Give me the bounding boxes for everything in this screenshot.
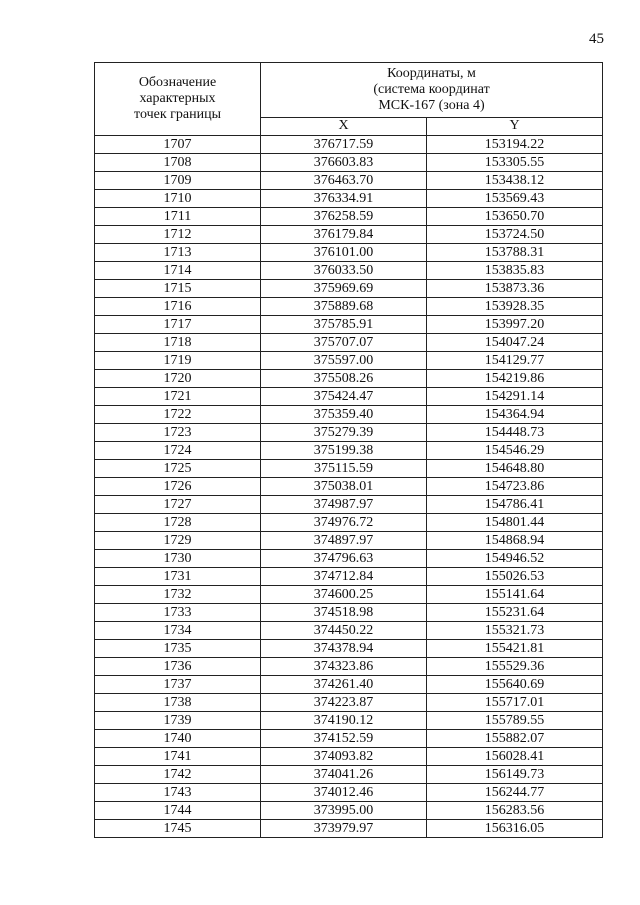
y-cell: 154364.94 bbox=[427, 406, 603, 424]
point-id-cell: 1733 bbox=[95, 604, 261, 622]
x-cell: 374712.84 bbox=[261, 568, 427, 586]
table-row bbox=[95, 190, 603, 208]
y-cell: 153997.20 bbox=[427, 316, 603, 334]
table-row bbox=[95, 820, 603, 838]
point-id-cell: 1709 bbox=[95, 172, 261, 190]
header-point-id bbox=[95, 63, 261, 136]
point-id-cell: 1737 bbox=[95, 676, 261, 694]
table-row bbox=[95, 514, 603, 532]
coordinates-table bbox=[94, 62, 603, 838]
table-row bbox=[95, 154, 603, 172]
y-cell: 153438.12 bbox=[427, 172, 603, 190]
point-id-cell: 1716 bbox=[95, 298, 261, 316]
table-row bbox=[95, 496, 603, 514]
x-cell: 376603.83 bbox=[261, 154, 427, 172]
point-id-cell: 1726 bbox=[95, 478, 261, 496]
table-row bbox=[95, 280, 603, 298]
point-id-cell: 1735 bbox=[95, 640, 261, 658]
header-coordinates-line: МСК-167 (зона 4) bbox=[378, 97, 485, 113]
point-id-cell: 1723 bbox=[95, 424, 261, 442]
header-point-id-line: точек границы bbox=[134, 107, 221, 122]
y-cell: 155231.64 bbox=[427, 604, 603, 622]
x-cell: 374600.25 bbox=[261, 586, 427, 604]
point-id-cell: 1731 bbox=[95, 568, 261, 586]
x-cell: 376258.59 bbox=[261, 208, 427, 226]
table-row bbox=[95, 478, 603, 496]
header-point-id-line: Обозначение bbox=[138, 75, 217, 90]
y-cell: 154291.14 bbox=[427, 388, 603, 406]
table-row bbox=[95, 784, 603, 802]
table-row bbox=[95, 298, 603, 316]
x-cell: 375199.38 bbox=[261, 442, 427, 460]
table-row bbox=[95, 658, 603, 676]
point-id-cell: 1717 bbox=[95, 316, 261, 334]
table-row bbox=[95, 604, 603, 622]
x-cell: 375424.47 bbox=[261, 388, 427, 406]
table-row bbox=[95, 532, 603, 550]
x-cell: 374796.63 bbox=[261, 550, 427, 568]
table-row bbox=[95, 172, 603, 190]
table-row bbox=[95, 406, 603, 424]
y-cell: 154047.24 bbox=[427, 334, 603, 352]
y-cell: 153724.50 bbox=[427, 226, 603, 244]
x-cell: 376334.91 bbox=[261, 190, 427, 208]
table-row bbox=[95, 334, 603, 352]
point-id-cell: 1739 bbox=[95, 712, 261, 730]
y-cell: 153788.31 bbox=[427, 244, 603, 262]
y-cell: 155789.55 bbox=[427, 712, 603, 730]
y-cell: 154648.80 bbox=[427, 460, 603, 478]
x-cell: 375969.69 bbox=[261, 280, 427, 298]
x-cell: 374897.97 bbox=[261, 532, 427, 550]
y-cell: 156149.73 bbox=[427, 766, 603, 784]
header-coordinates-line: Координаты, м bbox=[387, 65, 476, 81]
table-row bbox=[95, 550, 603, 568]
y-cell: 155421.81 bbox=[427, 640, 603, 658]
x-cell: 374518.98 bbox=[261, 604, 427, 622]
table-row bbox=[95, 442, 603, 460]
table-row bbox=[95, 622, 603, 640]
table-row bbox=[95, 352, 603, 370]
x-cell: 376717.59 bbox=[261, 136, 427, 154]
y-cell: 154219.86 bbox=[427, 370, 603, 388]
y-cell: 156316.05 bbox=[427, 820, 603, 838]
y-cell: 154129.77 bbox=[427, 352, 603, 370]
y-cell: 154946.52 bbox=[427, 550, 603, 568]
point-id-cell: 1725 bbox=[95, 460, 261, 478]
x-cell: 375279.39 bbox=[261, 424, 427, 442]
x-cell: 374093.82 bbox=[261, 748, 427, 766]
table-row bbox=[95, 712, 603, 730]
x-cell: 374323.86 bbox=[261, 658, 427, 676]
x-cell: 373995.00 bbox=[261, 802, 427, 820]
y-cell: 155529.36 bbox=[427, 658, 603, 676]
point-id-cell: 1710 bbox=[95, 190, 261, 208]
point-id-cell: 1728 bbox=[95, 514, 261, 532]
table-row bbox=[95, 766, 603, 784]
x-cell: 376463.70 bbox=[261, 172, 427, 190]
point-id-cell: 1720 bbox=[95, 370, 261, 388]
point-id-cell: 1740 bbox=[95, 730, 261, 748]
y-cell: 155026.53 bbox=[427, 568, 603, 586]
point-id-cell: 1743 bbox=[95, 784, 261, 802]
x-cell: 375597.00 bbox=[261, 352, 427, 370]
y-cell: 155640.69 bbox=[427, 676, 603, 694]
x-cell: 374152.59 bbox=[261, 730, 427, 748]
y-cell: 155321.73 bbox=[427, 622, 603, 640]
y-cell: 153873.36 bbox=[427, 280, 603, 298]
point-id-cell: 1721 bbox=[95, 388, 261, 406]
x-cell: 375359.40 bbox=[261, 406, 427, 424]
point-id-cell: 1707 bbox=[95, 136, 261, 154]
x-cell: 375785.91 bbox=[261, 316, 427, 334]
table-row bbox=[95, 748, 603, 766]
table-row bbox=[95, 208, 603, 226]
point-id-cell: 1736 bbox=[95, 658, 261, 676]
page-number: 45 bbox=[589, 31, 604, 47]
point-id-cell: 1727 bbox=[95, 496, 261, 514]
table-row bbox=[95, 316, 603, 334]
point-id-cell: 1724 bbox=[95, 442, 261, 460]
point-id-cell: 1712 bbox=[95, 226, 261, 244]
x-cell: 376179.84 bbox=[261, 226, 427, 244]
y-cell: 153650.70 bbox=[427, 208, 603, 226]
x-cell: 376033.50 bbox=[261, 262, 427, 280]
table-row bbox=[95, 586, 603, 604]
point-id-cell: 1729 bbox=[95, 532, 261, 550]
x-cell: 375115.59 bbox=[261, 460, 427, 478]
header-coordinates-line: (система координат bbox=[373, 81, 490, 97]
x-cell: 374041.26 bbox=[261, 766, 427, 784]
header-y: Y bbox=[427, 117, 603, 135]
table-row bbox=[95, 136, 603, 154]
y-cell: 153305.55 bbox=[427, 154, 603, 172]
x-cell: 375707.07 bbox=[261, 334, 427, 352]
y-cell: 153835.83 bbox=[427, 262, 603, 280]
y-cell: 155141.64 bbox=[427, 586, 603, 604]
x-cell: 375508.26 bbox=[261, 370, 427, 388]
point-id-cell: 1734 bbox=[95, 622, 261, 640]
y-cell: 154786.41 bbox=[427, 496, 603, 514]
point-id-cell: 1714 bbox=[95, 262, 261, 280]
y-cell: 154546.29 bbox=[427, 442, 603, 460]
x-cell: 374976.72 bbox=[261, 514, 427, 532]
table-row bbox=[95, 730, 603, 748]
x-cell: 375889.68 bbox=[261, 298, 427, 316]
table-row bbox=[95, 388, 603, 406]
point-id-cell: 1718 bbox=[95, 334, 261, 352]
point-id-cell: 1708 bbox=[95, 154, 261, 172]
point-id-cell: 1744 bbox=[95, 802, 261, 820]
x-cell: 374450.22 bbox=[261, 622, 427, 640]
x-cell: 374378.94 bbox=[261, 640, 427, 658]
point-id-cell: 1719 bbox=[95, 352, 261, 370]
y-cell: 153194.22 bbox=[427, 136, 603, 154]
table-row bbox=[95, 262, 603, 280]
table-row bbox=[95, 676, 603, 694]
y-cell: 155717.01 bbox=[427, 694, 603, 712]
point-id-cell: 1713 bbox=[95, 244, 261, 262]
table-row bbox=[95, 460, 603, 478]
point-id-cell: 1742 bbox=[95, 766, 261, 784]
header-x: X bbox=[261, 117, 427, 135]
table-row bbox=[95, 694, 603, 712]
table-row bbox=[95, 226, 603, 244]
point-id-cell: 1741 bbox=[95, 748, 261, 766]
table-row bbox=[95, 244, 603, 262]
y-cell: 155882.07 bbox=[427, 730, 603, 748]
y-cell: 156244.77 bbox=[427, 784, 603, 802]
point-id-cell: 1738 bbox=[95, 694, 261, 712]
x-cell: 374987.97 bbox=[261, 496, 427, 514]
point-id-cell: 1745 bbox=[95, 820, 261, 838]
point-id-cell: 1732 bbox=[95, 586, 261, 604]
y-cell: 154801.44 bbox=[427, 514, 603, 532]
x-cell: 374012.46 bbox=[261, 784, 427, 802]
y-cell: 156028.41 bbox=[427, 748, 603, 766]
point-id-cell: 1722 bbox=[95, 406, 261, 424]
point-id-cell: 1715 bbox=[95, 280, 261, 298]
x-cell: 376101.00 bbox=[261, 244, 427, 262]
header-coordinates bbox=[261, 63, 603, 118]
table-row bbox=[95, 802, 603, 820]
x-cell: 374223.87 bbox=[261, 694, 427, 712]
point-id-cell: 1730 bbox=[95, 550, 261, 568]
table-row bbox=[95, 370, 603, 388]
table-body bbox=[95, 136, 603, 838]
x-cell: 374190.12 bbox=[261, 712, 427, 730]
y-cell: 153569.43 bbox=[427, 190, 603, 208]
x-cell: 373979.97 bbox=[261, 820, 427, 838]
header-point-id-line: характерных bbox=[139, 91, 216, 106]
table-header bbox=[95, 63, 603, 136]
table-row bbox=[95, 424, 603, 442]
table-row bbox=[95, 640, 603, 658]
x-cell: 375038.01 bbox=[261, 478, 427, 496]
y-cell: 154723.86 bbox=[427, 478, 603, 496]
y-cell: 156283.56 bbox=[427, 802, 603, 820]
table-row bbox=[95, 568, 603, 586]
y-cell: 154868.94 bbox=[427, 532, 603, 550]
x-cell: 374261.40 bbox=[261, 676, 427, 694]
point-id-cell: 1711 bbox=[95, 208, 261, 226]
y-cell: 153928.35 bbox=[427, 298, 603, 316]
y-cell: 154448.73 bbox=[427, 424, 603, 442]
